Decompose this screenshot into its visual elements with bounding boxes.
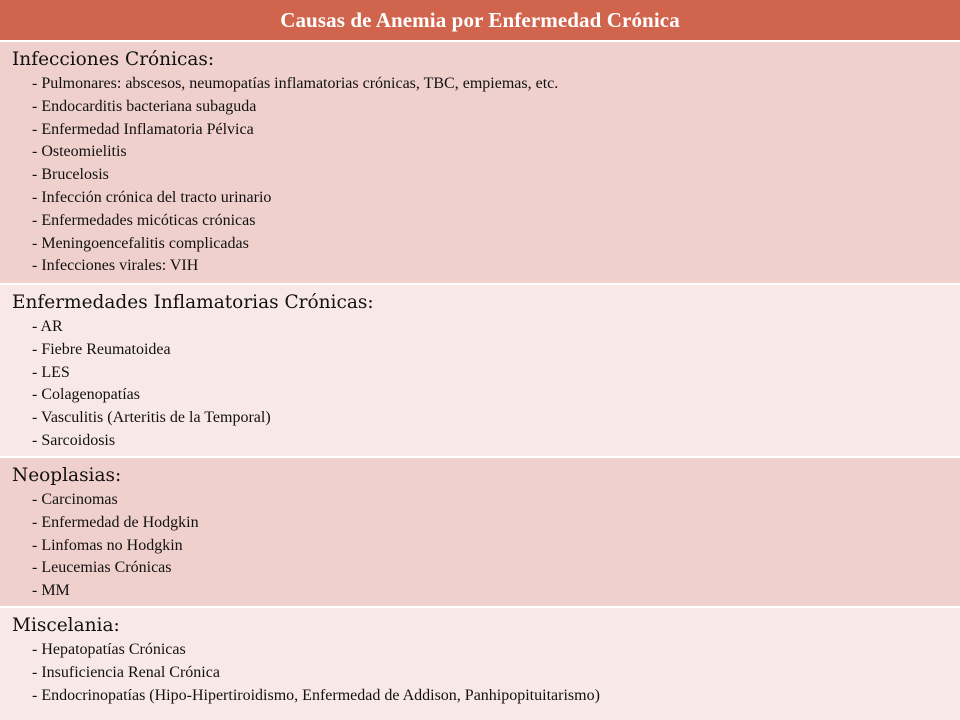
list-item: - AR <box>32 318 63 335</box>
section-heading: Miscelania: <box>12 615 120 636</box>
list-item: - Brucelosis <box>32 166 109 184</box>
list-item: - Hepatopatías Crónicas <box>32 641 186 658</box>
list-item: - Vasculitis (Arteritis de la Temporal) <box>32 409 271 427</box>
list-item: - Infección crónica del tracto urinario <box>32 188 272 206</box>
list-item: - Enfermedades micóticas crónicas <box>32 211 256 229</box>
section-item-list <box>12 639 948 707</box>
section-heading: Neoplasias: <box>12 465 122 486</box>
list-item: - Enfermedad Inflamatoria Pélvica <box>32 120 254 138</box>
list-item: - Meningoencefalitis complicadas <box>32 234 249 252</box>
list-item: - Insuficiencia Renal Crónica <box>32 663 220 681</box>
list-item: - Endocrinopatías (Hipo-Hipertiroidismo, Enfermedad de Addison, Panhipopituitarismo) <box>32 686 600 704</box>
list-item: - Linfomas no Hodgkin <box>32 536 183 554</box>
section-neoplasias <box>0 458 960 608</box>
section-item-list <box>12 489 948 603</box>
section-item-list <box>12 73 948 278</box>
section-infecciones-cronicas <box>0 42 960 285</box>
list-item: - Infecciones virales: VIH <box>32 257 199 275</box>
list-item: - Pulmonares: abscesos, neumopatías inflamatorias crónicas, TBC, empiemas, etc. <box>32 75 559 92</box>
section-enfermedades-inflamatorias <box>0 285 960 458</box>
list-item: - Osteomielitis <box>32 143 127 161</box>
section-heading: Infecciones Crónicas: <box>12 49 215 70</box>
list-item: - Endocarditis bacteriana subaguda <box>32 97 257 115</box>
section-miscelania <box>0 608 960 720</box>
list-item: - Leucemias Crónicas <box>32 559 172 577</box>
list-item: - Colagenopatías <box>32 386 140 404</box>
section-heading: Enfermedades Inflamatorias Crónicas: <box>12 292 374 313</box>
list-item: - MM <box>32 582 70 600</box>
list-item: - Fiebre Reumatoidea <box>32 340 171 358</box>
section-item-list <box>12 316 948 453</box>
table-header <box>0 0 960 42</box>
list-item: - Sarcoidosis <box>32 431 116 449</box>
list-item: - Carcinomas <box>32 491 118 508</box>
list-item: - LES <box>32 363 70 381</box>
list-item: - Enfermedad de Hodgkin <box>32 513 199 531</box>
table-title: Causas de Anemia por Enfermedad Crónica <box>280 7 680 32</box>
